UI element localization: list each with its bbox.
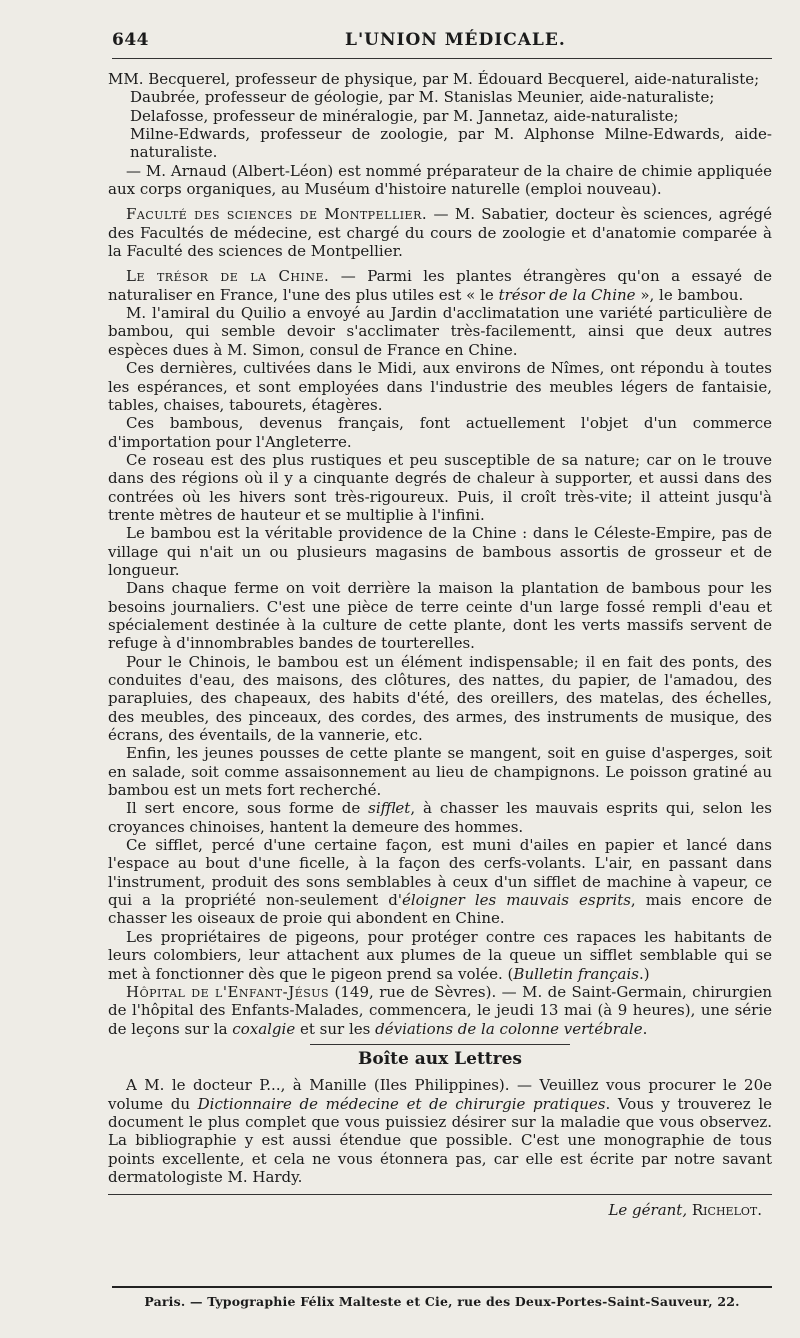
paragraph: Enfin, les jeunes pousses de cette plante se mangent, soit en guise d'asperges, soit en salade, soit comme assaisonnement au lieu de champignons. Le poisson gratiné au bambou est un mets fort recherché. — [108, 744, 772, 800]
paragraph: Milne-Edwards, professeur de zoologie, par M. Alphonse Milne-Edwards, aide-naturaliste. — [130, 125, 772, 162]
tresor-text: — Parmi les plantes étrangères qu'on a essayé de naturaliser en France, l'une des plus utiles est « le — [108, 267, 773, 304]
hopital-heading: Hôpital de l'Enfant-Jésus — [126, 982, 330, 1001]
tresor-text-end: », le bambou. — [635, 285, 744, 304]
text: A M. le docteur P..., à Manille (Iles Philippines). — Veuillez vous procurer le 20e volume du — [108, 1076, 772, 1113]
text: Les propriétaires de pigeons, pour protéger contre ces rapaces les habitants de leurs colombiers, leur attachent aux plumes de la queue un sifflet semblable qui se met à fonctionner dès que le pigeon prend sa volée. ( — [108, 927, 772, 983]
paragraph: Daubrée, professeur de géologie, par M. Stanislas Meunier, aide-naturaliste; — [130, 88, 715, 107]
signature-name: Richelot. — [691, 1201, 762, 1220]
paragraph — [108, 928, 772, 983]
page-number: 644 — [112, 30, 149, 50]
tresor-italic: trésor de la Chine — [498, 285, 636, 304]
paragraph: Ces dernières, cultivées dans le Midi, aux environs de Nîmes, ont répondu à toutes les espérances, et sont employées dans l'industrie des meubles légers de fantaisie, tables, chaises, tabourets, étagères. — [108, 359, 772, 414]
italic-text: déviations de la colonne vertébrale — [375, 1019, 643, 1038]
paragraph — [108, 836, 772, 928]
page-header — [112, 30, 772, 52]
signature-rule — [108, 1194, 772, 1195]
paragraph: Delafosse, professeur de minéralogie, par M. Jannetaz, aide-naturaliste; — [130, 106, 679, 125]
text: Il sert encore, sous forme de — [126, 799, 369, 818]
paragraph: Le bambou est la véritable providence de la Chine : dans le Céleste-Empire, pas de village qui n'ait un ou plusieurs magasins de bambous assortis de grosseur et de longueur. — [108, 524, 772, 579]
hopital-paragraph — [108, 983, 772, 1038]
text: Ce sifflet, percé d'une certaine façon, est muni d'ailes en papier et lancé dans l'espace au bout d'une ficelle, à la façon des cerfs-volants. L'air, en passant dans l'instrument, produit des sons semblables à ceux d'un sifflet de machine à vapeur, ce qui a la propriété non-seulement d' — [108, 836, 772, 910]
text: . — [642, 1019, 648, 1038]
running-title: L'UNION MÉDICALE. — [345, 30, 566, 50]
paragraph: Dans chaque ferme on voit derrière la maison la plantation de bambous pour les besoins journaliers. C'est une pièce de terre ceinte d'un large fossé rempli d'eau et spécialement destinée à la culture de cette plante, dont les verts massifs servent de refuge à d'innombrables bandes de tourterelles. — [108, 579, 772, 653]
paragraph: Ces bambous, devenus français, font actuellement l'objet d'un commerce d'importation pour l'Angleterre. — [108, 414, 772, 451]
footer-rule — [112, 1286, 772, 1288]
faculte-text: — M. Sabatier, docteur ès sciences, agrégé des Facultés de médecine, est chargé du cours de zoologie et d'anatomie comparée à la Faculté des sciences de Montpellier. — [108, 205, 773, 261]
text: .) — [639, 964, 650, 983]
faculte-heading: Faculté des sciences de Montpellier. — [126, 205, 428, 224]
text: et sur les — [295, 1019, 376, 1038]
paragraph: M. l'amiral du Quilio a envoyé au Jardin d'acclimatation une variété particulière de bambou, qui semble devoir s'acclimater très-facilementt, ainsi que deux autres espèces dues à M. Simon, consul de France en Chine. — [108, 304, 772, 359]
section-divider — [310, 1044, 570, 1045]
imprint: Paris. — Typographie Félix Malteste et Cie, rue des Deux-Portes-Saint-Sauveur, 22. — [144, 1294, 740, 1309]
signature — [108, 1201, 772, 1219]
italic-text: coxalgie — [232, 1019, 296, 1038]
paragraph — [108, 799, 772, 836]
italic-text: sifflet — [368, 799, 411, 818]
tresor-paragraph — [108, 267, 772, 304]
text: (149, rue de Sèvres). — M. de Saint-Germain, chirurgien de l'hôpital des Enfants-Malades, commencera, le jeudi 13 mai (à 9 heures), une série de leçons sur la — [108, 982, 772, 1038]
section-title: Boîte aux Lettres — [358, 1048, 522, 1069]
text: , à chasser les mauvais esprits qui, selon les croyances chinoises, hantent la demeure des hommes. — [108, 799, 772, 836]
text: . Vous y trouverez le document le plus complet que vous puissiez désirer sur la maladie que vous observez. La bibliographie y est aussi étendue que possible. C'est une monographie de tous points excellente, et cela ne vous étonnera pas, car elle est écrite par notre savant dermatologiste M. Hardy. — [108, 1094, 772, 1186]
header-rule — [112, 58, 772, 59]
article-body — [108, 70, 772, 1220]
signature-label: Le gérant, — [608, 1201, 688, 1220]
italic-text: éloigner les mauvais esprits — [401, 891, 631, 910]
boite-paragraph — [108, 1076, 772, 1186]
paragraph: Ce roseau est des plus rustiques et peu susceptible de sa nature; car on le trouve dans des régions où il y a cinquante degrés de chaleur à supporter, et aussi dans des contrées où les hivers sont très-rigoureux. Puis, il croît très-vite; il atteint jusqu'à trente mètres de hauteur et se multiplie à l'infini. — [108, 450, 772, 524]
paragraph: Pour le Chinois, le bambou est un élément indispensable; il en fait des ponts, des conduites d'eau, des maisons, des clôtures, des nattes, du papier, de l'amadou, des parapluies, des chapeaux, des habits d'été, des oreillers, des matelas, des échelles, des meubles, des pinceaux, des cordes, des armes, des instruments de musique, des écrans, des éventails, de la vannerie, etc. — [108, 652, 772, 745]
italic-text: Bulletin français — [513, 964, 639, 983]
faculte-paragraph — [108, 205, 772, 260]
paragraph: — M. Arnaud (Albert-Léon) est nommé préparateur de la chaire de chimie appliquée aux corps organiques, au Muséum d'histoire naturelle (emploi nouveau). — [108, 161, 772, 199]
tresor-heading: Le trésor de la Chine. — [126, 267, 330, 286]
text: , mais encore de chasser les oiseaux de proie qui abondent en Chine. — [108, 891, 772, 928]
italic-text: Dictionnaire de médecine et de chirurgie pratiques — [197, 1094, 606, 1113]
paragraph: MM. Becquerel, professeur de physique, par M. Édouard Becquerel, aide-naturaliste; — [108, 70, 760, 88]
